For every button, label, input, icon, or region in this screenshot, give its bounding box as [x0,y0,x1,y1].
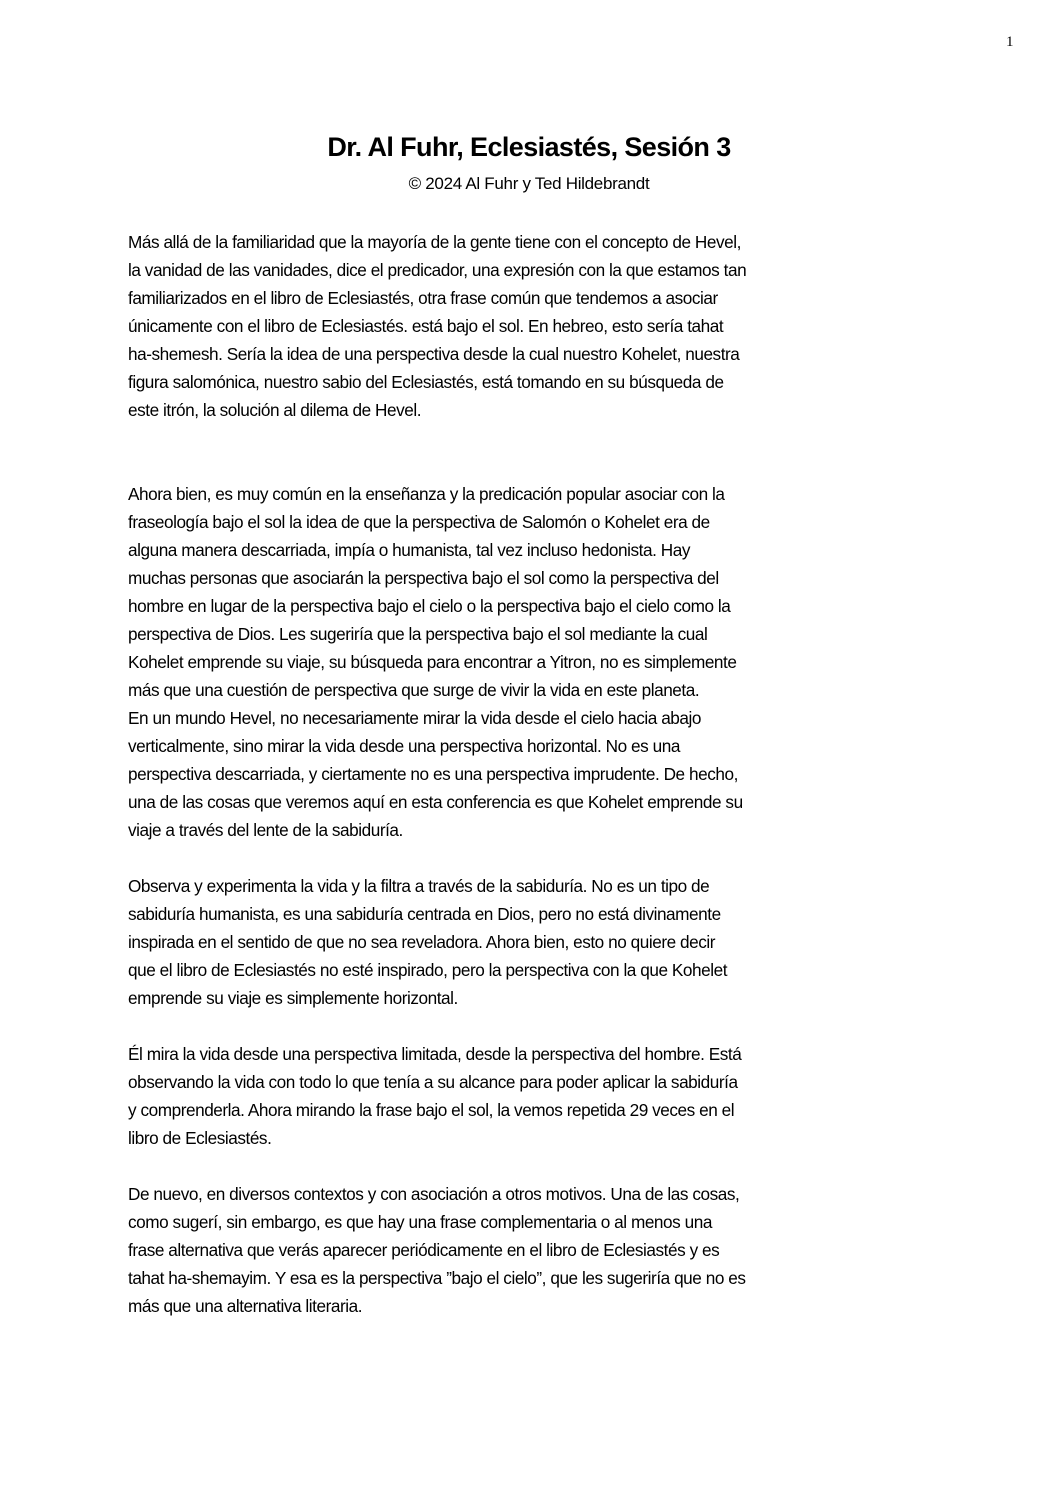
text-line: tahat ha-shemayim. Y esa es la perspectiva ”bajo el cielo”, que les sugeriría que no es [128,1268,746,1288]
text-line: como sugerí, sin embargo, es que hay una frase complementaria o al menos una [128,1212,712,1232]
copyright-line: © 2024 Al Fuhr y Ted Hildebrandt [408,174,650,193]
text-line: perspectiva descarriada, y ciertamente no es una perspectiva imprudente. De hecho, [128,764,738,784]
paragraph [128,1040,741,1152]
text-line: que el libro de Eclesiastés no esté inspirado, pero la perspectiva con la que Kohelet [128,960,728,980]
paragraph [128,872,727,1012]
paragraph [128,480,736,704]
text-line: sabiduría humanista, es una sabiduría centrada en Dios, pero no está divinamente [128,904,721,924]
document-title: Dr. Al Fuhr, Eclesiastés, Sesión 3 [327,132,731,162]
text-line: emprende su viaje es simplemente horizontal. [128,988,458,1008]
text-line: En un mundo Hevel, no necesariamente mirar la vida desde el cielo hacia abajo [128,708,701,728]
text-line: la vanidad de las vanidades, dice el predicador, una expresión con la que estamos tan [128,260,747,280]
text-line: únicamente con el libro de Eclesiastés. está bajo el sol. En hebreo, esto sería tahat [128,316,724,336]
paragraph [128,704,743,844]
text-line: más que una cuestión de perspectiva que surge de vivir la vida en este planeta. [128,680,700,700]
text-line: familiarizados en el libro de Eclesiastés, otra frase común que tendemos a asociar [128,288,718,308]
page-number: 1 [1006,34,1014,50]
text-line: verticalmente, sino mirar la vida desde una perspectiva horizontal. No es una [128,736,680,756]
text-line: perspectiva de Dios. Les sugeriría que la perspectiva bajo el sol mediante la cual [128,624,708,644]
text-line: inspirada en el sentido de que no sea reveladora. Ahora bien, esto no quiere decir [128,932,716,952]
text-line: alguna manera descarriada, impía o humanista, tal vez incluso hedonista. Hay [128,540,690,560]
text-line: muchas personas que asociarán la perspectiva bajo el sol como la perspectiva del [128,568,719,588]
paragraph [128,1180,746,1320]
text-line: ha-shemesh. Sería la idea de una perspectiva desde la cual nuestro Kohelet, nuestra [128,344,740,364]
paragraph [128,228,746,424]
text-line: Ahora bien, es muy común en la enseñanza y la predicación popular asociar con la [128,484,725,504]
text-line: viaje a través del lente de la sabiduría. [128,820,403,840]
text-line: Kohelet emprende su viaje, su búsqueda para encontrar a Yitron, no es simplemente [128,652,737,672]
text-line: De nuevo, en diversos contextos y con asociación a otros motivos. Una de las cosas, [128,1184,740,1204]
text-line: hombre en lugar de la perspectiva bajo el cielo o la perspectiva bajo el cielo como la [128,596,731,616]
text-line: una de las cosas que veremos aquí en esta conferencia es que Kohelet emprende su [128,792,743,812]
text-line: Más allá de la familiaridad que la mayoría de la gente tiene con el concepto de Hevel, [128,232,741,252]
text-line: frase alternativa que verás aparecer periódicamente en el libro de Eclesiastés y es [128,1240,720,1260]
text-line: libro de Eclesiastés. [128,1128,272,1148]
text-line: fraseología bajo el sol la idea de que la perspectiva de Salomón o Kohelet era de [128,512,710,532]
text-line: observando la vida con todo lo que tenía a su alcance para poder aplicar la sabiduría [128,1072,738,1092]
text-line: este itrón, la solución al dilema de Hevel. [128,400,422,420]
text-line: figura salomónica, nuestro sabio del Eclesiastés, está tomando en su búsqueda de [128,372,724,392]
text-line: Observa y experimenta la vida y la filtra a través de la sabiduría. No es un tipo de [128,876,710,896]
text-line: más que una alternativa literaria. [128,1296,363,1316]
text-line: y comprenderla. Ahora mirando la frase bajo el sol, la vemos repetida 29 veces en el [128,1100,735,1120]
text-line: Él mira la vida desde una perspectiva limitada, desde la perspectiva del hombre. Está [128,1044,742,1064]
